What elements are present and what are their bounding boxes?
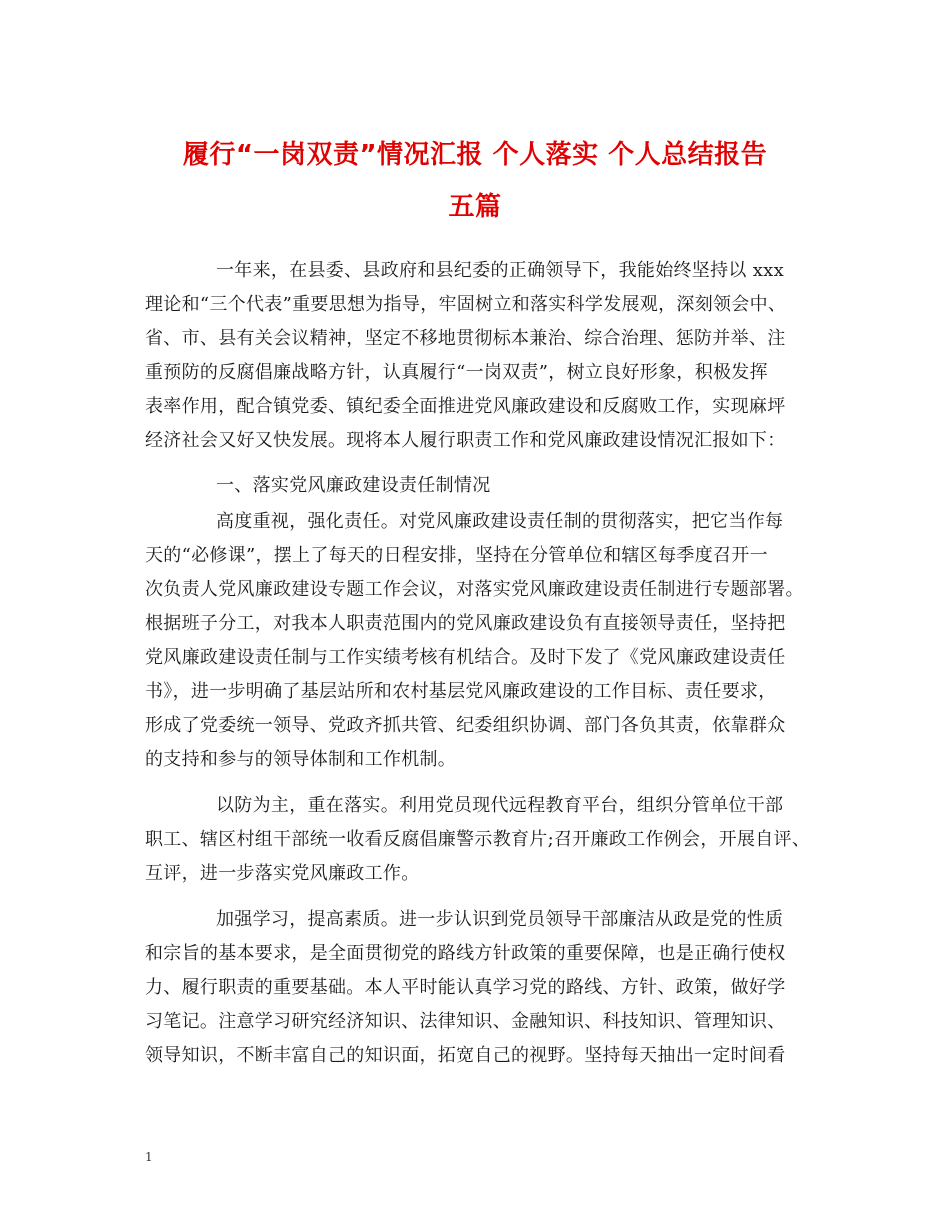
body-line: 加强学习，提高素质。进一步认识到党员领导干部廉洁从政是党的性质 — [216, 909, 784, 930]
body-line: 以防为主，重在落实。利用党员现代远程教育平台，组织分管单位干部 — [216, 795, 784, 816]
body-line: 重预防的反腐倡廉战略方针，认真履行“一岗双责”，树立良好形象，积极发挥 — [145, 362, 768, 383]
body-line: 一年来，在县委、县政府和县纪委的正确领导下，我能始终坚持以 xxx — [216, 260, 785, 281]
body-line: 省、市、县有关会议精神，坚定不移地贯彻标本兼治、综合治理、惩防并举、注 — [145, 328, 786, 349]
document-title-line-1: 履行“一岗双责”情况汇报 个人落实 个人总结报告 — [182, 140, 768, 170]
body-line: 形成了党委统一领导、党政齐抓共管、纪委组织协调、部门各负其责，依靠群众 — [145, 715, 786, 736]
body-line: 次负责人党风廉政建设专题工作会议，对落实党风廉政建设责任制进行专题部署。 — [145, 579, 804, 600]
body-line: 表率作用，配合镇党委、镇纪委全面推进党风廉政建设和反腐败工作，实现麻坪 — [145, 396, 786, 417]
body-line: 互评，进一步落实党风廉政工作。 — [145, 863, 420, 884]
body-line: 领导知识，不断丰富自己的知识面，拓宽自己的视野。坚持每天抽出一定时间看 — [145, 1045, 786, 1066]
body-line: 和宗旨的基本要求，是全面贯彻党的路线方针政策的重要保障，也是正确行使权 — [145, 943, 786, 964]
body-line: 根据班子分工，对我本人职责范围内的党风廉政建设负有直接领导责任，坚持把 — [145, 613, 786, 634]
section-heading: 一、落实党风廉政建设责任制情况 — [216, 475, 491, 496]
body-line: 习笔记。注意学习研究经济知识、法律知识、金融知识、科技知识、管理知识、 — [145, 1011, 786, 1032]
body-line: 的支持和参与的领导体制和工作机制。 — [145, 749, 457, 770]
body-line: 力、履行职责的重要基础。本人平时能认真学习党的路线、方针、政策，做好学 — [145, 977, 786, 998]
body-line: 书》，进一步明确了基层站所和农村基层党风廉政建设的工作目标、责任要求， — [145, 681, 777, 702]
body-line: 党风廉政建设责任制与工作实绩考核有机结合。及时下发了《党风廉政建设责任 — [145, 647, 786, 668]
body-line: 高度重视，强化责任。对党风廉政建设责任制的贯彻落实，把它当作每 — [216, 511, 784, 532]
body-line: 天的“必修课”，摆上了每天的日程安排，坚持在分管单位和辖区每季度召开一 — [145, 545, 768, 566]
page-number: 1 — [145, 1150, 153, 1164]
body-line: 职工、辖区村组干部统一收看反腐倡廉警示教育片;召开廉政工作例会，开展自评、 — [145, 829, 811, 850]
body-line: 理论和“三个代表”重要思想为指导，牢固树立和落实科学发展观，深刻领会中、 — [145, 294, 787, 315]
body-line: 经济社会又好又快发展。现将本人履行职责工作和党风廉政建设情况汇报如下： — [145, 430, 786, 451]
document-title-line-2: 五篇 — [448, 192, 502, 222]
